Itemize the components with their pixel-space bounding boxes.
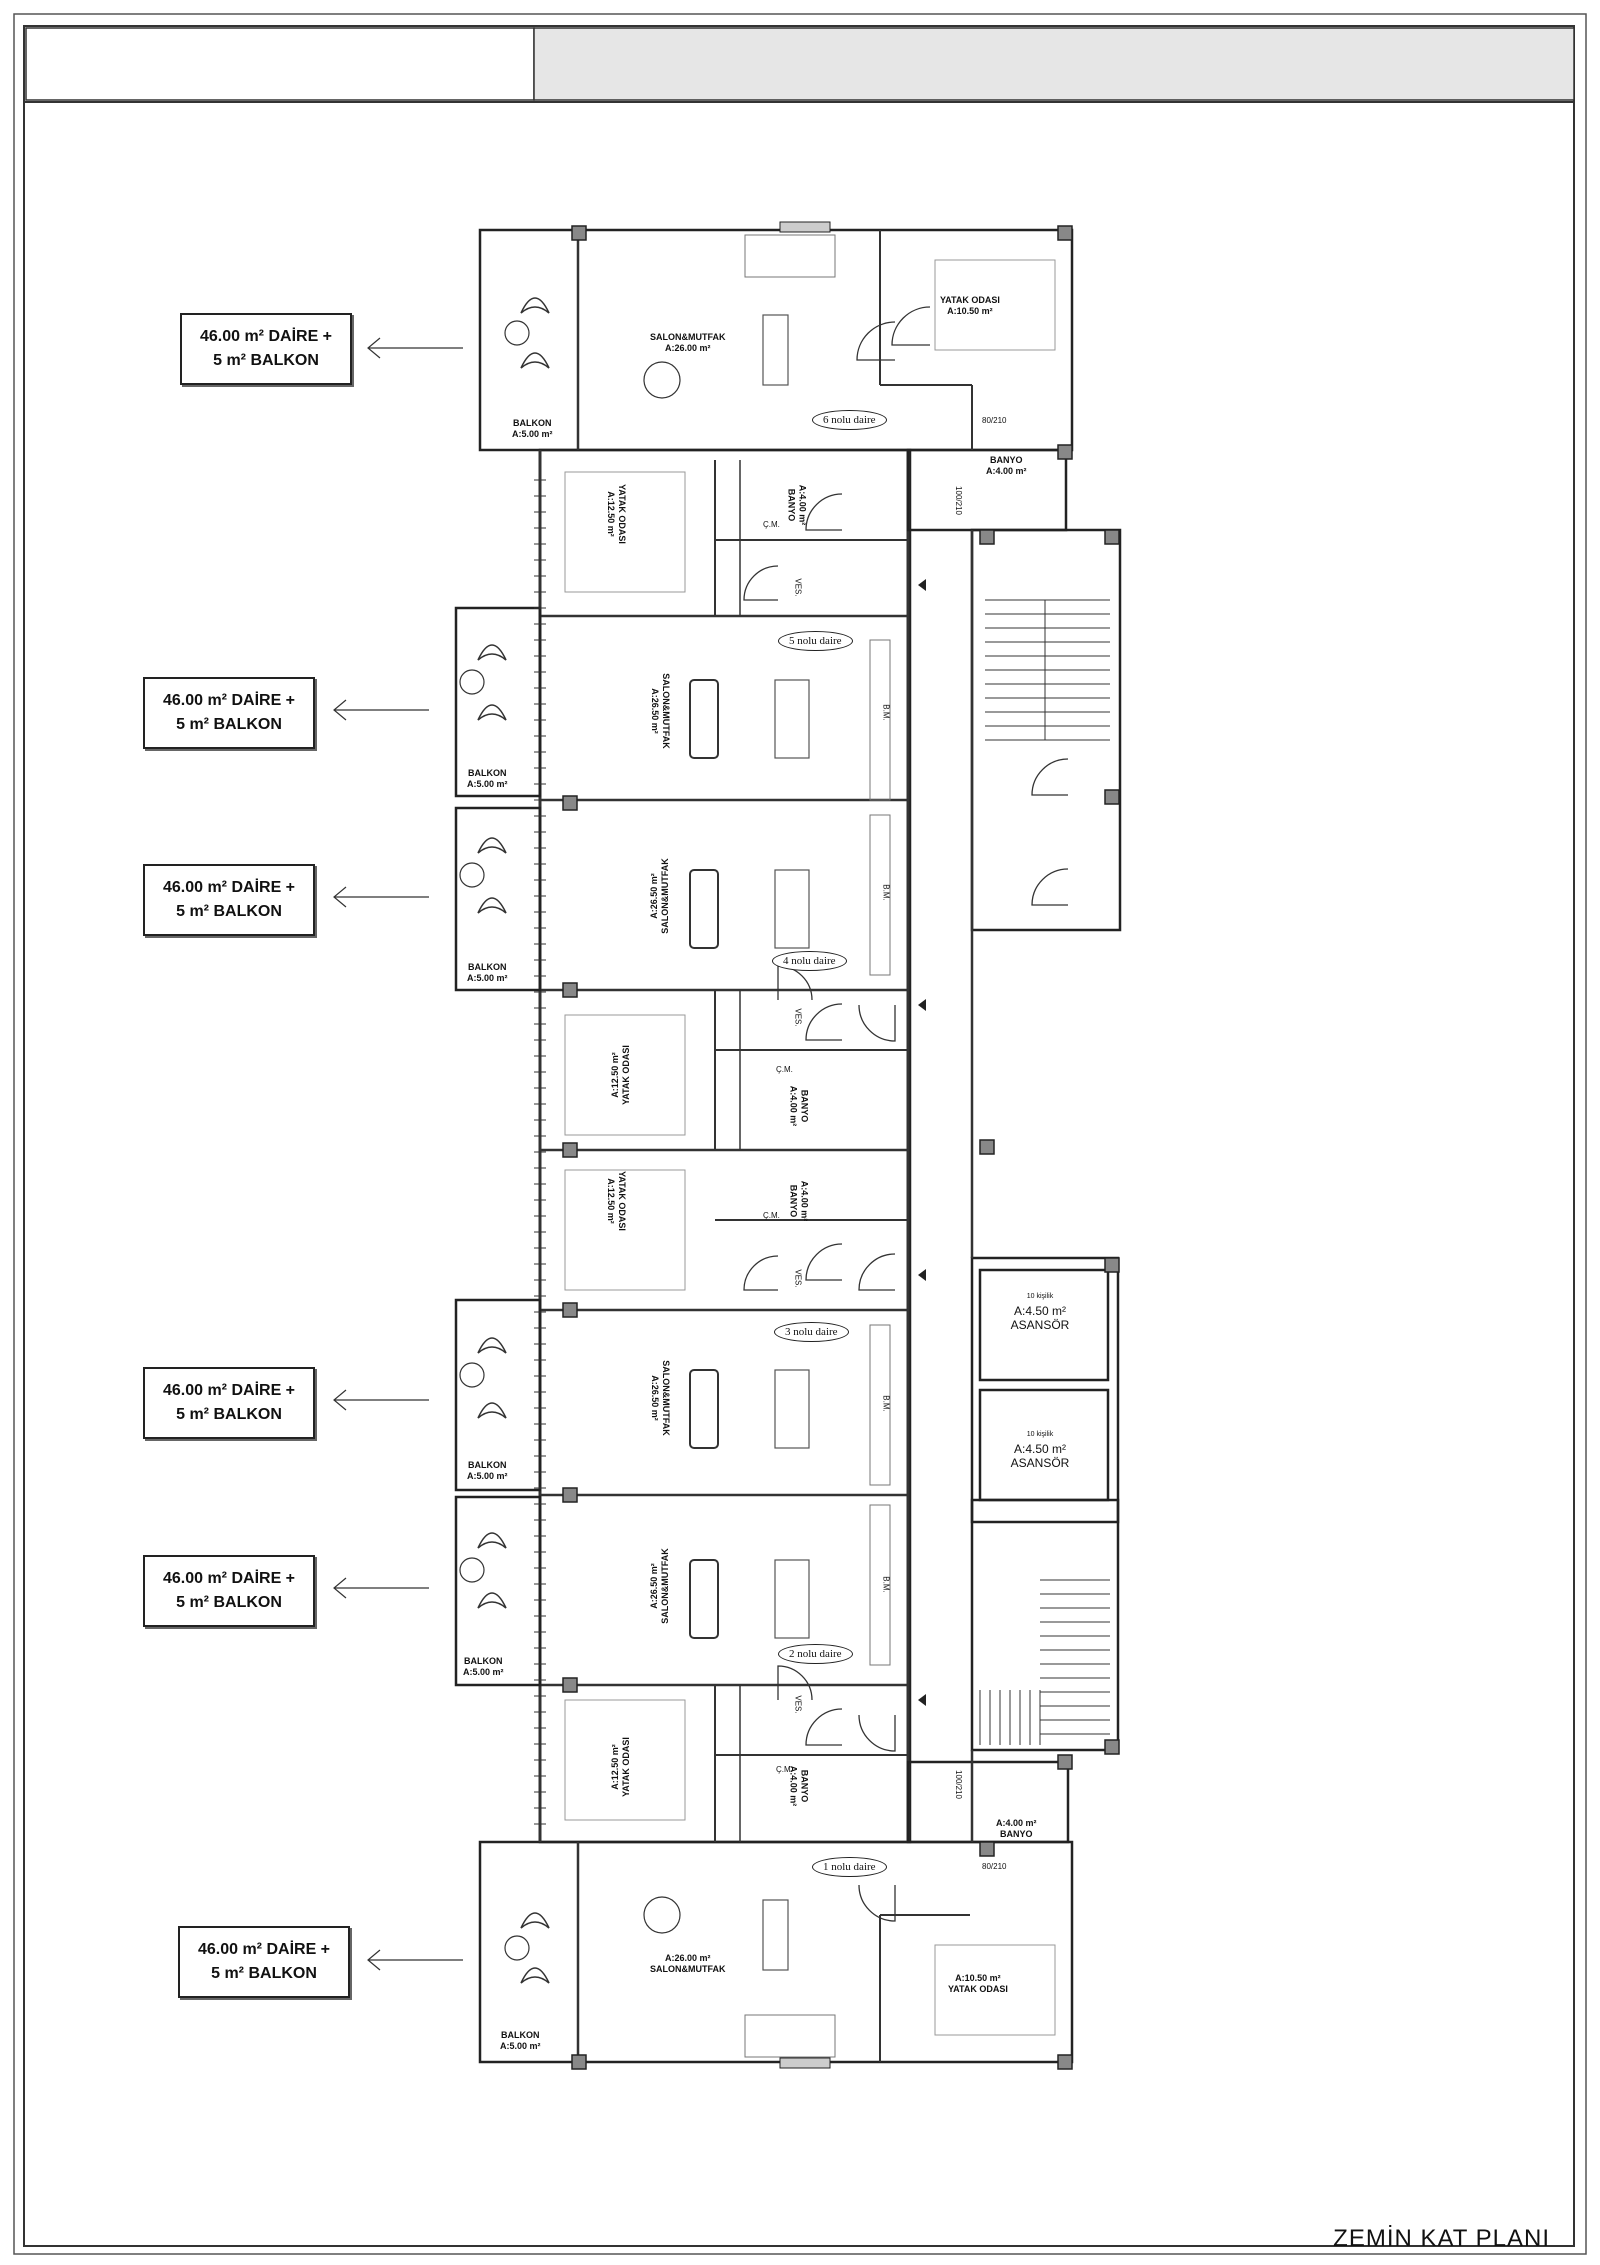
- room-label-salon-2: [649, 1548, 671, 1624]
- structural-column: [572, 2055, 586, 2069]
- dining-table: [775, 1370, 809, 1448]
- elevator-area: A:4.50 m²: [1013, 1304, 1067, 1318]
- label-cm-4: Ç.M.: [776, 1065, 793, 1074]
- callout-line2: 5 m² BALKON: [176, 1594, 282, 1611]
- label-ves-4: VES.: [793, 1008, 803, 1027]
- room-area: A:12.50 m²: [605, 1178, 616, 1224]
- room-label-balcony-5: [467, 768, 508, 790]
- room-name: BALKON: [513, 418, 552, 428]
- room-label-bedroom-2: [610, 1737, 632, 1797]
- room-area: A:26.50 m²: [648, 873, 659, 919]
- armchair: [478, 1533, 506, 1548]
- entry-marker: [918, 1269, 926, 1281]
- entry-marker: [918, 579, 926, 591]
- door-swing: [744, 1256, 778, 1290]
- sofa: [690, 680, 718, 758]
- room-name: BANYO: [799, 1769, 810, 1803]
- room-label-bedroom-6: [940, 295, 1000, 317]
- room-area: A:4.00 m²: [788, 1085, 799, 1127]
- armchair: [478, 1338, 506, 1353]
- label-bm-4: B.M.: [881, 884, 891, 901]
- room-label-bath-5: [785, 485, 807, 526]
- door-swing: [859, 1715, 895, 1751]
- room-name: BALKON: [468, 768, 507, 778]
- elevator-capacity: 10 kişilik: [1026, 1431, 1054, 1438]
- entry-marker: [918, 1694, 926, 1706]
- structural-column: [1058, 2055, 1072, 2069]
- dining-table: [763, 1900, 788, 1970]
- room-name: SALON&MUTFAK: [650, 332, 726, 342]
- area-callout-unit-5: [143, 677, 315, 749]
- structural-column: [563, 1143, 577, 1157]
- room-label-bedroom-4: [610, 1045, 632, 1105]
- armchair: [478, 645, 506, 660]
- structural-column: [563, 1678, 577, 1692]
- structural-column: [980, 530, 994, 544]
- callout-line1: 46.00 m² DAİRE +: [162, 879, 296, 896]
- label-bm-3: B.M.: [881, 1395, 891, 1412]
- door-size-corner-6: 80/210: [982, 416, 1007, 425]
- label-cm-3: Ç.M.: [763, 1211, 780, 1220]
- armchair: [478, 1593, 506, 1608]
- room-area: A:4.00 m²: [797, 484, 808, 526]
- structural-column: [1105, 790, 1119, 804]
- label-bm-2: B.M.: [881, 1576, 891, 1593]
- room-name: BALKON: [468, 1460, 507, 1470]
- structural-column: [1058, 445, 1072, 459]
- room-area: A:26.50 m²: [649, 1375, 660, 1421]
- structural-column: [1058, 1755, 1072, 1769]
- room-label-salon-3: [649, 1360, 671, 1436]
- room-area: A:5.00 m²: [467, 1471, 508, 1481]
- structural-column: [563, 796, 577, 810]
- area-callout-unit-3: [143, 1367, 315, 1439]
- room-label-bath-1: [996, 1818, 1037, 1840]
- area-callout-unit-2: [143, 1555, 315, 1627]
- elevator-name: ASANSÖR: [1010, 1456, 1070, 1470]
- structural-column: [563, 983, 577, 997]
- elevator-name: ASANSÖR: [1010, 1318, 1070, 1332]
- armchair: [478, 705, 506, 720]
- armchair: [521, 353, 549, 368]
- door-swing: [1032, 759, 1068, 795]
- callout-line1: 46.00 m² DAİRE +: [197, 1941, 331, 1958]
- room-name: BALKON: [468, 962, 507, 972]
- door-size-entry-6: 100/210: [953, 486, 963, 515]
- structural-column: [1058, 226, 1072, 240]
- entry-marker: [918, 999, 926, 1011]
- armchair: [521, 1913, 549, 1928]
- elevator-1: [990, 1290, 1090, 1332]
- callout-line1: 46.00 m² DAİRE +: [162, 1570, 296, 1587]
- room-name: YATAK ODASI: [940, 295, 1000, 305]
- callout-line2: 5 m² BALKON: [176, 903, 282, 920]
- room-name: BANYO: [799, 1089, 810, 1123]
- unit-1-outline: [480, 1842, 1072, 2062]
- room-area: A:10.50 m²: [947, 306, 993, 316]
- room-label-bedroom-5: [605, 484, 627, 544]
- room-label-balcony-3: [467, 1460, 508, 1482]
- door-swing: [744, 566, 778, 600]
- label-cm-2: Ç.M.: [776, 1765, 793, 1774]
- armchair: [521, 1968, 549, 1983]
- room-area: A:4.00 m²: [986, 466, 1027, 476]
- room-label-balcony-1: [500, 2030, 541, 2052]
- area-callout-unit-1: [178, 1926, 350, 1998]
- structural-column: [1105, 1740, 1119, 1754]
- unit-tag-1: 1 nolu daire: [812, 1857, 887, 1877]
- room-area: A:5.00 m²: [467, 779, 508, 789]
- room-label-balcony-6: [512, 418, 553, 440]
- door-swing: [859, 1254, 895, 1290]
- round-table: [505, 1936, 529, 1960]
- area-callout-unit-6: [180, 313, 352, 385]
- label-ves-5: VES.: [793, 578, 803, 597]
- bath-1-block: [908, 1762, 1068, 1842]
- room-name: SALON&MUTFAK: [660, 673, 671, 749]
- room-label-bedroom-3: [605, 1171, 627, 1231]
- structural-column: [563, 1488, 577, 1502]
- room-name: SALON&MUTFAK: [659, 1548, 670, 1624]
- room-label-bath-3: [787, 1181, 809, 1222]
- label-ves-3: VES.: [793, 1269, 803, 1288]
- room-area: A:5.00 m²: [463, 1667, 504, 1677]
- structural-column: [980, 1842, 994, 1856]
- room-name: YATAK ODASI: [616, 484, 627, 544]
- sofa: [690, 1560, 718, 1638]
- room-area: A:4.00 m²: [799, 1180, 810, 1222]
- kitchen-counter: [745, 235, 835, 277]
- door-swing: [806, 1004, 842, 1040]
- room-area: A:12.50 m²: [609, 1744, 620, 1790]
- round-table: [505, 321, 529, 345]
- sofa: [690, 870, 718, 948]
- door-swing: [857, 322, 895, 360]
- label-bm-5: B.M.: [881, 704, 891, 721]
- structural-column: [572, 226, 586, 240]
- kitchen-counter: [745, 2015, 835, 2057]
- room-area: A:12.50 m²: [605, 491, 616, 537]
- callout-line2: 5 m² BALKON: [211, 1965, 317, 1982]
- door-size-corner-1: 80/210: [982, 1862, 1007, 1871]
- structural-column: [1105, 530, 1119, 544]
- door-swing: [1032, 869, 1068, 905]
- room-area: A:5.00 m²: [512, 429, 553, 439]
- room-area: A:5.00 m²: [500, 2041, 541, 2051]
- room-name: BANYO: [788, 1184, 799, 1218]
- door-swing: [859, 1005, 895, 1041]
- room-name: YATAK ODASI: [620, 1045, 631, 1105]
- sheet-title: ZEMİN KAT PLANI: [1333, 2225, 1550, 2252]
- room-name: BALKON: [501, 2030, 540, 2040]
- structural-column: [980, 1140, 994, 1154]
- room-name: BANYO: [786, 488, 797, 522]
- unit-tag-2: 2 nolu daire: [778, 1644, 853, 1664]
- sofa: [690, 1370, 718, 1448]
- room-label-balcony-4: [467, 962, 508, 984]
- structural-column: [1105, 1258, 1119, 1272]
- armchair: [478, 838, 506, 853]
- room-name: SALON&MUTFAK: [650, 1964, 726, 1974]
- room-label-bath-6: [986, 455, 1027, 477]
- callout-line1: 46.00 m² DAİRE +: [162, 1382, 296, 1399]
- round-table: [460, 863, 484, 887]
- unit-tag-6: 6 nolu daire: [812, 410, 887, 430]
- round-table: [460, 1558, 484, 1582]
- room-area: A:26.00 m²: [664, 1953, 711, 1963]
- door-swing: [778, 966, 812, 1000]
- room-area: A:26.50 m²: [648, 1563, 659, 1609]
- armchair: [521, 298, 549, 313]
- round-table: [460, 670, 484, 694]
- room-area: A:4.00 m²: [788, 1765, 799, 1807]
- elevator-area: A:4.50 m²: [1013, 1442, 1067, 1456]
- room-name: SALON&MUTFAK: [659, 858, 670, 934]
- callout-line2: 5 m² BALKON: [176, 1406, 282, 1423]
- elevator-capacity: 10 kişilik: [1026, 1293, 1054, 1300]
- room-name: BANYO: [1000, 1829, 1033, 1839]
- callout-line2: 5 m² BALKON: [213, 352, 319, 369]
- callout-line1: 46.00 m² DAİRE +: [199, 328, 333, 345]
- room-name: YATAK ODASI: [948, 1984, 1008, 1994]
- dining-table: [775, 870, 809, 948]
- callout-line1: 46.00 m² DAİRE +: [162, 692, 296, 709]
- armchair: [478, 1403, 506, 1418]
- elevator-2: [990, 1428, 1090, 1470]
- dining-table: [763, 315, 788, 385]
- door-swing: [806, 1709, 842, 1745]
- door-swing: [806, 494, 842, 530]
- room-label-salon-1: [650, 1953, 726, 1975]
- room-area: A:4.00 m²: [996, 1818, 1037, 1828]
- area-callout-unit-4: [143, 864, 315, 936]
- label-cm-5: Ç.M.: [763, 520, 780, 529]
- dining-table: [775, 680, 809, 758]
- round-table: [644, 362, 680, 398]
- room-area: A:26.50 m²: [649, 688, 660, 734]
- lower-stair: [972, 1500, 1118, 1750]
- unit-tag-5: 5 nolu daire: [778, 631, 853, 651]
- round-table: [460, 1363, 484, 1387]
- unit-tag-4: 4 nolu daire: [772, 951, 847, 971]
- structural-column: [563, 1303, 577, 1317]
- room-name: BANYO: [990, 455, 1023, 465]
- door-swing: [892, 307, 930, 345]
- callout-line2: 5 m² BALKON: [176, 716, 282, 733]
- front-step: [780, 2058, 830, 2068]
- room-name: YATAK ODASI: [620, 1737, 631, 1797]
- room-area: A:5.00 m²: [467, 973, 508, 983]
- door-swing: [806, 1244, 842, 1280]
- front-step: [780, 222, 830, 232]
- room-name: YATAK ODASI: [616, 1171, 627, 1231]
- dining-table: [775, 1560, 809, 1638]
- label-ves-2: VES.: [793, 1695, 803, 1714]
- stair-core: [972, 530, 1120, 930]
- room-label-bedroom-1: [948, 1973, 1008, 1995]
- door-size-entry-1: 100/210: [953, 1770, 963, 1799]
- room-label-salon-6: [650, 332, 726, 354]
- armchair: [478, 898, 506, 913]
- room-area: A:10.50 m²: [955, 1973, 1001, 1983]
- unit-tag-3: 3 nolu daire: [774, 1322, 849, 1342]
- room-area: A:12.50 m²: [609, 1052, 620, 1098]
- room-label-bath-4: [787, 1086, 809, 1127]
- room-name: BALKON: [464, 1656, 503, 1666]
- middle-block-outline: [540, 450, 910, 1842]
- room-label-salon-5: [649, 673, 671, 749]
- room-area: A:26.00 m²: [664, 343, 711, 353]
- room-label-balcony-2: [463, 1656, 504, 1678]
- room-name: SALON&MUTFAK: [660, 1360, 671, 1436]
- round-table: [644, 1897, 680, 1933]
- room-label-salon-4: [649, 858, 671, 934]
